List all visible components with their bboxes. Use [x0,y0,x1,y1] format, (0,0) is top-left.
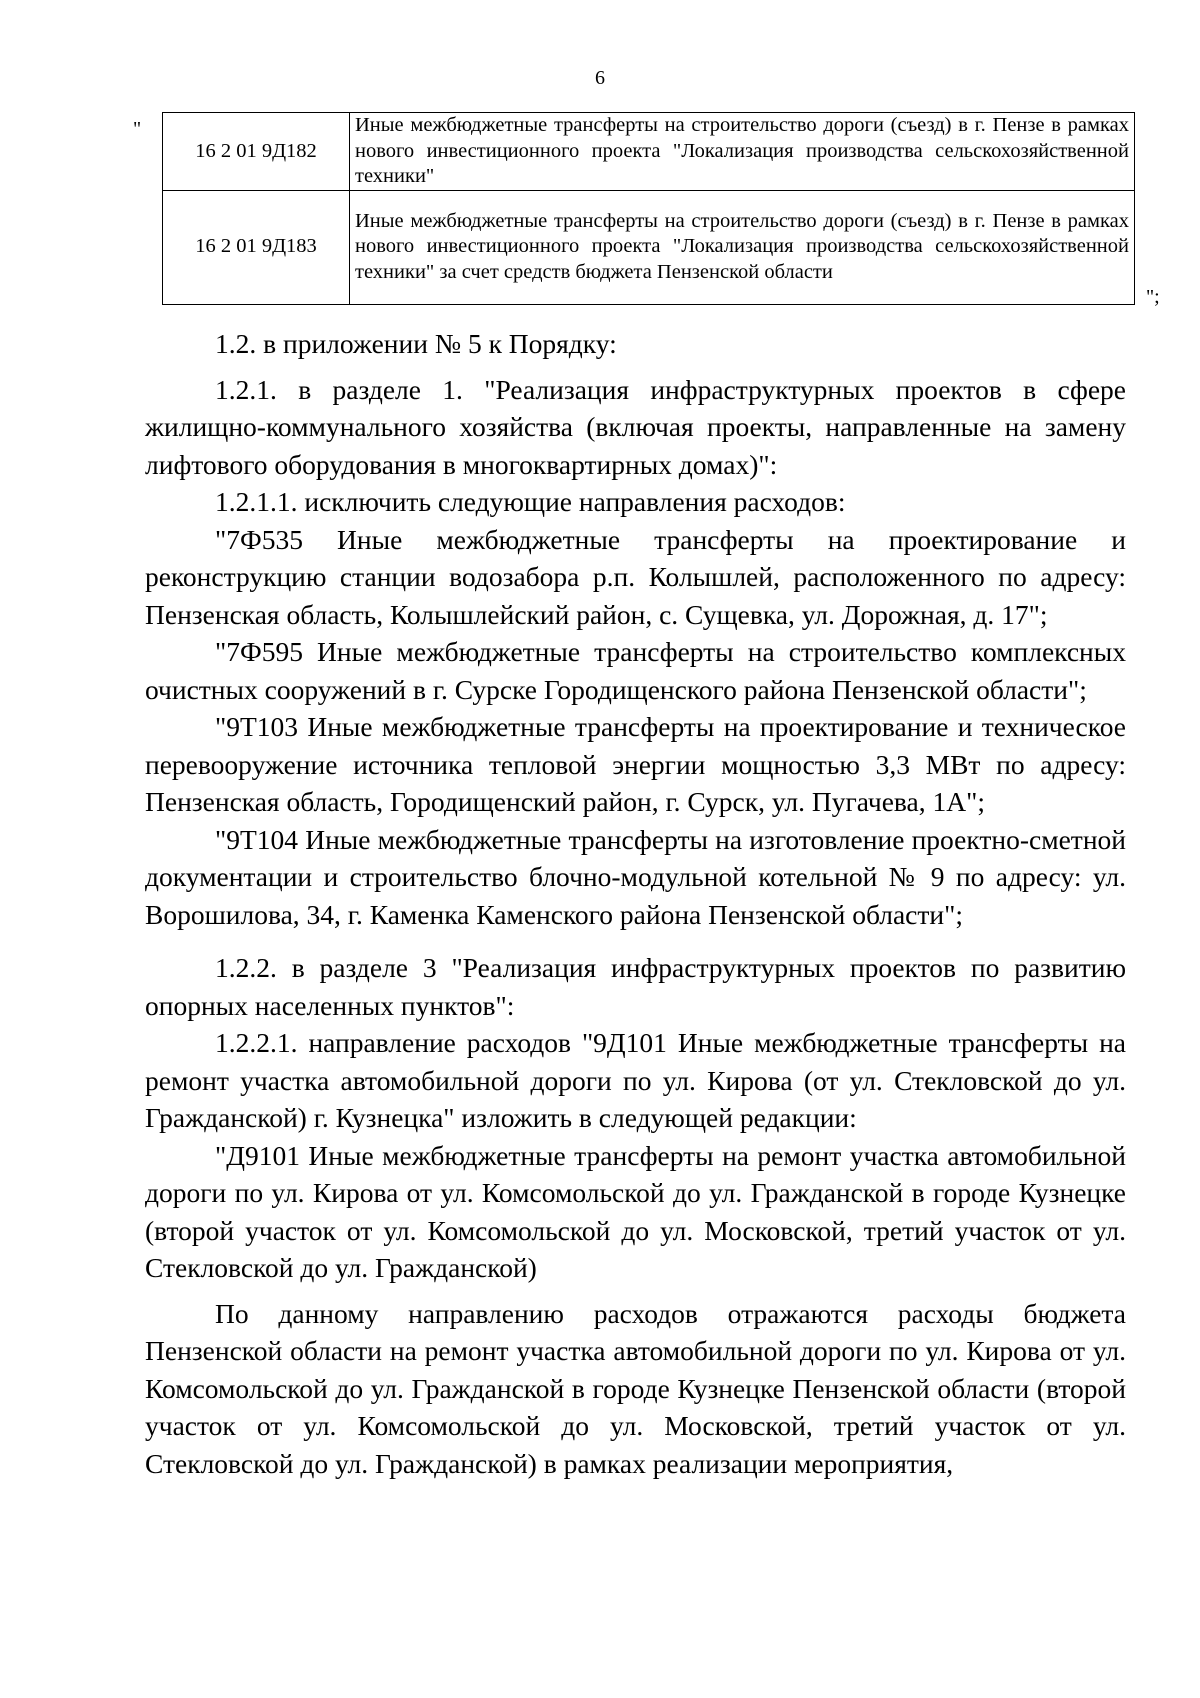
expense-description-cell: Иные межбюджетные трансферты на строительство дороги (съезд) в г. Пензе в рамках нового инвестиционного проекта "Локализация производства сельскохозяйственной техники" за счет средств бюджета Пензенской области [350,190,1135,304]
table-close-quote: "; [1146,286,1160,308]
expense-codes-table [162,112,1135,305]
page-number: 6 [595,67,605,89]
expense-code-cell: 16 2 01 9Д182 [163,113,350,191]
table-open-quote: " [133,118,142,140]
expense-code-cell: 16 2 01 9Д183 [163,190,350,304]
paragraph-1-2-2-1: 1.2.2.1. направление расходов "9Д101 Иные межбюджетные трансферты на ремонт участка автомобильной дороги по ул. Кирова (от ул. Стекловской до ул. Гражданской) г. Кузнецка" изложить в следующей редакции: [145,1027,1126,1133]
paragraph-1-2: 1.2. в приложении № 5 к Порядку: [215,328,617,359]
paragraph-9t103: "9Т103 Иные межбюджетные трансферты на проектирование и техническое перевооружение источника тепловой энергии мощностью 3,3 МВт по адресу: Пензенская область, Городищенский район, г. Сурск, ул. Пугачева, 1А"; [145,711,1126,817]
table-row [163,190,1135,304]
expense-description-cell: Иные межбюджетные трансферты на строительство дороги (съезд) в г. Пензе в рамках нового инвестиционного проекта "Локализация производства сельскохозяйственной техники" [350,113,1135,191]
table-row [163,113,1135,191]
paragraph-9t104: "9Т104 Иные межбюджетные трансферты на изготовление проектно-сметной документации и строительство блочно-модульной котельной № 9 по адресу: ул. Ворошилова, 34, г. Каменка Каменского района Пензенской области"; [145,823,1126,930]
paragraph-1-2-1: 1.2.1. в разделе 1. "Реализация инфраструктурных проектов в сфере жилищно-коммунального хозяйства (включая проекты, направленные на замену лифтового оборудования в многоквартирных домах)": [145,373,1126,480]
paragraph-expense-description: По данному направлению расходов отражаются расходы бюджета Пензенской области на ремонт участка автомобильной дороги по ул. Кирова от ул. Комсомольской до ул. Гражданской в городе Кузнецке Пензенской области (второй участок от ул. Комсомольской до ул. Московской, третий участок от ул. Стекловской до ул. Гражданской) в рамках реализации мероприятия, [145,1297,1126,1479]
document-body [145,325,1126,1482]
paragraph-7f595: "7Ф595 Иные межбюджетные трансферты на строительство комплексных очистных сооружений в г. Сурске Городищенского района Пензенской области"; [145,636,1126,705]
paragraph-1-2-1-1: 1.2.1.1. исключить следующие направления расходов: [215,486,846,517]
paragraph-d9101: "Д9101 Иные межбюджетные трансферты на ремонт участка автомобильной дороги по ул. Кирова от ул. Комсомольской до ул. Гражданской в городе Кузнецке (второй участок от ул. Комсомольской до ул. Московской, третий участок от ул. Стекловской до ул. Гражданской) [145,1139,1126,1283]
paragraph-7f535: "7Ф535 Иные межбюджетные трансферты на проектирование и реконструкцию станции водозабора р.п. Колышлей, расположенного по адресу: Пензенская область, Колышлейский район, с. Сущевка, ул. Дорожная, д. 17"; [145,523,1126,630]
paragraph-1-2-2: 1.2.2. в разделе 3 "Реализация инфраструктурных проектов по развитию опорных населенных пунктов": [145,952,1126,1021]
